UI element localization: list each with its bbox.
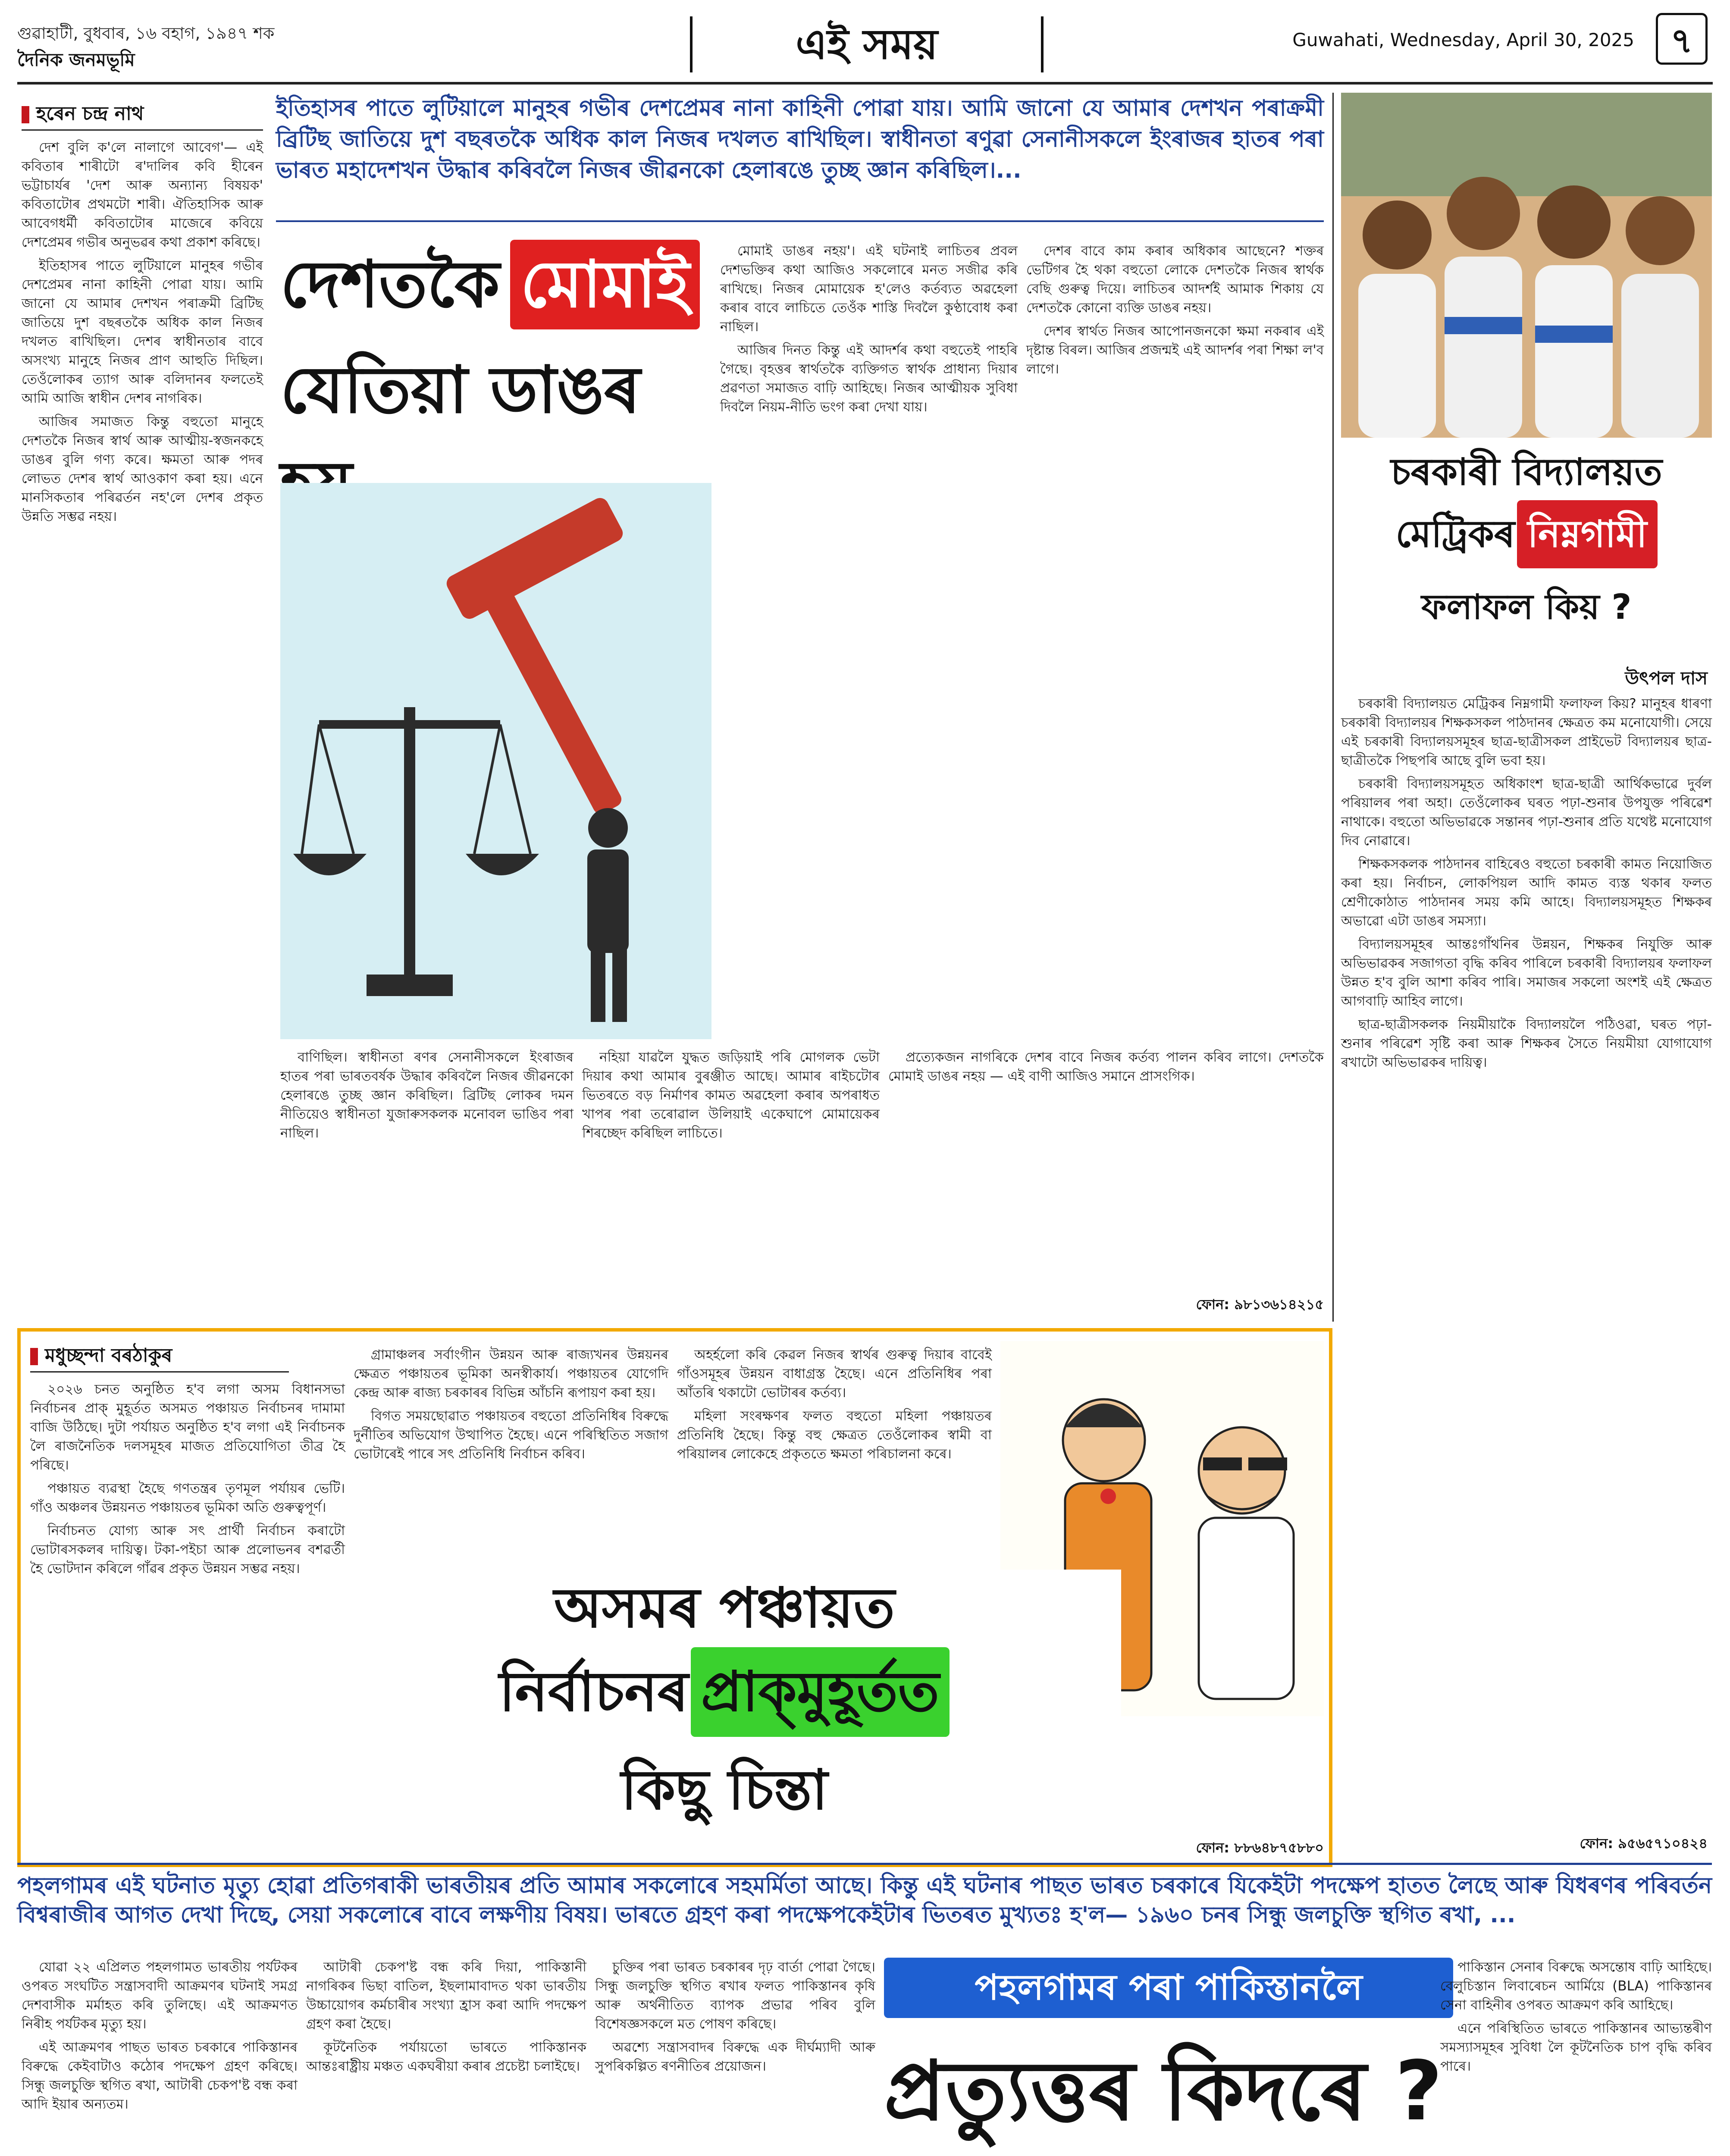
article2-paragraph: ছাত্ৰ-ছাত্ৰীসকলক নিয়মীয়াকৈ বিদ্যালয়লৈ পঠিওৱা, ঘৰত পঢ়া-শুনাৰ পৰিৱেশ সৃষ্টি কৰা আৰু শিক্ষকৰ সৈতে নিয়মীয়া যোগাযোগ ৰখাটো অভিভাৱকৰ দায়িত্ব। xyxy=(1341,1017,1712,1070)
article4-paragraph: কূটনৈতিক পৰ্যায়তো ভাৰতে পাকিস্তানক আন্তঃৰাষ্ট্ৰীয় মঞ্চত একঘৰীয়া কৰাৰ প্ৰচেষ্টা চলাইছে। xyxy=(306,2040,586,2074)
bullet-icon xyxy=(22,106,29,123)
bullet-icon xyxy=(30,1348,38,1365)
article4-headline-line2: প্ৰত্যুত্তৰ কিদৰে ? xyxy=(884,2043,1443,2139)
article3-phone: ফোন: ৮৮৬৪৮৭৫৮৮০ xyxy=(1196,1839,1324,1856)
article2-phone: ফোন: ৯৫৬৫৭১০৪২৪ xyxy=(1580,1835,1708,1852)
article1-author xyxy=(22,99,263,129)
scales-gavel-icon xyxy=(280,483,711,1039)
article2-headline-line1: চৰকাৰী বিদ্যালয়ত xyxy=(1391,451,1662,494)
article2-headline-part2: মেট্ৰিকৰ xyxy=(1395,513,1515,556)
article1-author-rule xyxy=(22,129,263,131)
article4-body-col2 xyxy=(306,1958,586,2156)
article4-paragraph: অৱশ্যে সন্ত্ৰাসবাদৰ বিৰুদ্ধে এক দীৰ্ঘম্যাদী আৰু সুপৰিকল্পিত ৰণনীতিৰ প্ৰয়োজন। xyxy=(595,2040,875,2074)
article3-headline-part2: নিৰ্বাচনৰ xyxy=(499,1660,689,1724)
justice-illustration xyxy=(280,483,711,1039)
article3-headline-line1: অসমৰ পঞ্চায়ত xyxy=(554,1576,895,1640)
article1-intro: ইতিহাসৰ পাতে লুটিয়ালে মানুহৰ গভীৰ দেশপ্ৰেমৰ নানা কাহিনী পোৱা যায়। আমি জানো যে আমাৰ দেশখন পৰাক্ৰমী ব্ৰিটিছ জাতিয়ে দুশ বছৰতকৈ অধিক কাল নিজৰ দখলত ৰাখিছিল। স্বাধীনতা ৰণুৱা সেনানীসকলে ইংৰাজৰ হাতৰ পৰা ভাৰত মহাদেশখন উদ্ধাৰ কৰিবলৈ নিজৰ জীৱনকো হেলাৰঙে তুচ্ছ জ্ঞান কৰিছিল।... xyxy=(276,93,1324,222)
article1-paragraph: দেশ বুলি ক'লে নালাগে আবেগ'— এই কবিতাৰ শাৰীটো ৰ'দালিৰ কবি হীৰেন ভট্টাচাৰ্যৰ 'দেশ আৰু অন্যান্য বিষয়ক' কবিতাটোৰ প্ৰথমটো শাৰী। ঐতিহাসিক আৰু আবেগধৰ্মী কবিতাটোৰ মাজেৰে কবিয়ে দেশপ্ৰেমৰ গভীৰ অনুভৱৰ কথা প্ৰকাশ কৰিছে। xyxy=(22,140,263,250)
article3-author xyxy=(30,1341,289,1371)
header-date-right: Guwahati, Wednesday, April 30, 2025 xyxy=(1292,29,1634,50)
column-divider xyxy=(1332,93,1334,1322)
article4-headline-line1: পহলগামৰ পৰা পাকিস্তানলৈ xyxy=(884,1958,1453,2018)
article1-phone: ফোন: ৯৮১৩৬১৪২১৫ xyxy=(1196,1296,1324,1313)
article2-body xyxy=(1341,694,1712,1828)
header-date-left: গুৱাহাটী, বুধবাৰ, ১৬ বহাগ, ১৯৪৭ শক xyxy=(17,24,275,43)
article1-lower-col1 xyxy=(280,1048,574,1315)
article3-author-name: মধুচ্ছন্দা বৰঠাকুৰ xyxy=(45,1344,172,1366)
article4-paragraph: চুক্তিৰ পৰা ভাৰত চৰকাৰৰ দৃঢ় বাৰ্তা পোৱা গৈছে। সিন্ধু জলচুক্তি স্থগিত ৰখাৰ ফলত পাকিস্তানৰ কৃষি আৰু অৰ্থনীতিত ব্যাপক প্ৰভাৱ পৰিব বুলি বিশেষজ্ঞসকলে মত পোষণ কৰিছে। xyxy=(595,1959,875,2032)
article4-paragraph: এই আক্ৰমণৰ পাছত ভাৰত চৰকাৰে পাকিস্তানৰ বিৰুদ্ধে কেইবাটাও কঠোৰ পদক্ষেপ গ্ৰহণ কৰিছে। সিন্ধু জলচুক্তি স্থগিত ৰখা, আটাৰী চেকপ'ষ্ট বন্ধ কৰা আদি ইয়াৰ অন্যতম। xyxy=(22,2040,298,2112)
article2-author: উৎপল দাস xyxy=(1625,667,1708,689)
students-photo-icon xyxy=(1341,93,1712,438)
article1-paragraph: প্ৰত্যেকজন নাগৰিকে দেশৰ বাবে নিজৰ কৰ্তব্য পালন কৰিব লাগে। দেশতকৈ মোমাই ডাঙৰ নহয় — এই বাণী আজিও সমানে প্ৰাসংগিক। xyxy=(888,1050,1324,1084)
article4-intro: পহলগামৰ এই ঘটনাত মৃত্যু হোৱা প্ৰতিগৰাকী ভাৰতীয়ৰ প্ৰতি আমাৰ সকলোৰে সহমৰ্মিতা আছে। কিন্তু এই ঘটনাৰ পাছত ভাৰত চৰকাৰে যিকেইটা পদক্ষেপ হাতত লৈছে আৰু যিধৰণৰ পৰিবৰ্তন বিশ্বৰাজীৰ আগত দেখা দিছে, সেয়া সকলোৰে বাবে লক্ষণীয় বিষয়। ভাৰতে গ্ৰহণ কৰা পদক্ষেপকেইটাৰ ভিতৰত মুখ্যতঃ হ'ল— ১৯৬০ চনৰ সিন্ধু জলচুক্তি স্থগিত ৰখা, ... xyxy=(17,1863,1712,1945)
article1-headline-part1: দেশতকৈ xyxy=(280,247,500,322)
article4-body-col3 xyxy=(595,1958,875,2156)
article3-paragraph: গ্ৰামাঞ্চলৰ সৰ্বাংগীন উন্নয়ন আৰু ৰাজ্যখনৰ উন্নয়নৰ ক্ষেত্ৰত পঞ্চায়তৰ ভূমিকা অনস্বীকাৰ্য। পঞ্চায়তৰ যোগেদি কেন্দ্ৰ আৰু ৰাজ্য চৰকাৰৰ বিভিন্ন আঁচনি ৰূপায়ণ কৰা হয়। xyxy=(354,1347,668,1401)
article3-paragraph: অহৰ্হলো কৰি কেৱল নিজৰ স্বাৰ্থৰ গুৰুত্ব দিয়াৰ বাবেই গাঁওসমূহৰ উন্নয়ন বাধাগ্ৰস্ত হৈছে। এনে প্ৰতিনিধিৰ পৰা আঁতৰি থকাটো ভোটাৰৰ কৰ্তব্য। xyxy=(677,1347,992,1401)
article3-headline-highlight: প্ৰাক্‌মুহূৰ্তত xyxy=(691,1647,950,1737)
article1-paragraph: দেশৰ স্বাৰ্থত নিজৰ আপোনজনকো ক্ষমা নকৰাৰ এই দৃষ্টান্ত বিৰল। আজিৰ প্ৰজন্মই এই আদৰ্শৰ পৰা শিক্ষা ল'ব লাগে। xyxy=(1026,323,1324,377)
article1-paragraph: নহিয়া যাৱলৈ যুদ্ধত জড়িয়াই পৰি মোগলক ভেটা দিয়াৰ কথা আমাৰ বুৰঞ্জীত আছে। আমাৰ ৰাইচটোৰ ভিতৰতে বড় নিৰ্মাণৰ কামত অৱহেলা কৰাৰ অপৰাধত খাপৰ পৰা তৰোৱাল উলিয়াই একেঘাপে মোমায়েকৰ শিৰচ্ছেদ কৰিছিল লাচিতে। xyxy=(582,1050,880,1141)
article2-paragraph: চৰকাৰী বিদ্যালয়ত মেট্ৰিকৰ নিম্নগামী ফলাফল কিয়? মানুহৰ ধাৰণা চৰকাৰী বিদ্যালয়ৰ শিক্ষকসকল পাঠদানৰ ক্ষেত্ৰত কম মনোযোগী। সেয়ে এই চৰকাৰী বিদ্যালয়সমূহৰ ছাত্ৰ-ছাত্ৰীসকল প্ৰাইভেট বিদ্যালয়ৰ ছাত্ৰ-ছাত্ৰীতকৈ পিছপৰি আছে বুলি ভবা হয়। xyxy=(1341,696,1712,768)
masthead xyxy=(17,9,1713,82)
article2-paragraph: চৰকাৰী বিদ্যালয়সমূহত অধিকাংশ ছাত্ৰ-ছাত্ৰী আৰ্থিকভাৱে দুৰ্বল পৰিয়ালৰ পৰা অহা। তেওঁলোকৰ ঘৰত পঢ়া-শুনাৰ উপযুক্ত পৰিৱেশ নাথাকে। বহুতো অভিভাৱকে সন্তানৰ পঢ়া-শুনাৰ প্ৰতি যথেষ্ট মনোযোগ দিব নোৱাৰে। xyxy=(1341,776,1712,849)
article1-paragraph: দেশৰ বাবে কাম কৰাৰ অধিকাৰ আছেনে? শক্তৰ ভেটিগৰ হৈ থকা বহুতো লোকে দেশতকৈ নিজৰ স্বাৰ্থক বেছি গুৰুত্ব দিয়ে। লাচিতৰ আদৰ্শই আমাক শিকায় যে দেশতকৈ কোনো ব্যক্তি ডাঙৰ নহয়। xyxy=(1026,243,1324,316)
article3-paragraph: বিগত সময়ছোৱাত পঞ্চায়তৰ বহুতো প্ৰতিনিধিৰ বিৰুদ্ধে দুৰ্নীতিৰ অভিযোগ উত্থাপিত হৈছে। এনে পৰিস্থিতিত সজাগ ভোটাৰেই পাৰে সৎ প্ৰতিনিধি নিৰ্বাচন কৰিব। xyxy=(354,1408,668,1462)
article3-body-col1 xyxy=(30,1380,345,1884)
article1-paragraph: মোমাই ডাঙৰ নহয়'। এই ঘটনাই লাচিতৰ প্ৰবল দেশভক্তিৰ কথা আজিও সকলোৰে মনত সজীৱ কৰি ৰাখিছে। নিজৰ মোমায়েক হ'লেও কৰ্তব্যত অৱহেলা কৰাৰ বাবে লাচিতে তেওঁক শাস্তি দিবলৈ কুণ্ঠাবোধ কৰা নাছিল। xyxy=(720,243,1018,335)
students-photo xyxy=(1341,93,1712,438)
article1-headline-line2: যেতিয়া ডাঙৰ xyxy=(280,353,641,428)
article1-lower-col2 xyxy=(582,1048,880,1315)
article2-headline-line3: ফলাফল কিয় ? xyxy=(1421,587,1632,627)
article2-headline-highlight: নিম্নগামী xyxy=(1517,500,1657,568)
article2-paragraph: শিক্ষকসকলক পাঠদানৰ বাহিৰেও বহুতো চৰকাৰী কামত নিয়োজিত কৰা হয়। নিৰ্বাচন, লোকপিয়ল আদি কামত ব্যস্ত থকাৰ ফলত শ্ৰেণীকোঠাত পাঠদানৰ সময় কমি আহে। বিদ্যালয়সমূহত শিক্ষকৰ অভাৱো এটা ডাঙৰ সমস্যা। xyxy=(1341,856,1712,929)
article2-paragraph: বিদ্যালয়সমূহৰ আন্তঃগাঁথনিৰ উন্নয়ন, শিক্ষকৰ নিযুক্তি আৰু অভিভাৱকৰ সজাগতা বৃদ্ধি কৰিব পাৰিলে চৰকাৰী বিদ্যালয়ৰ ফলাফল উন্নত হ'ব বুলি আশা কৰিব পাৰি। সমাজৰ সকলো অংশই এই ক্ষেত্ৰত আগবাঢ়ি আহিব লাগে। xyxy=(1341,937,1712,1009)
article4-paragraph: যোৱা ২২ এপ্ৰিলত পহলগামত ভাৰতীয় পৰ্যটকৰ ওপৰত সংঘটিত সন্ত্ৰাসবাদী আক্ৰমণৰ ঘটনাই সমগ্ৰ দেশবাসীক মৰ্মাহত কৰি তুলিছে। এই আক্ৰমণত নিৰীহ পৰ্যটকৰ মৃত্যু হয়। xyxy=(22,1959,298,2032)
header-rule xyxy=(17,82,1713,85)
article1-body-col3 xyxy=(1026,241,1324,1039)
article3-headline-line3: কিছু চিন্তা xyxy=(621,1758,828,1822)
article3-author-rule xyxy=(30,1371,289,1373)
section-title: এই সময় xyxy=(690,16,1044,72)
article4-body-col1 xyxy=(22,1958,298,2156)
article4-paragraph: এনে পৰিস্থিতিত ভাৰতে পাকিস্তানৰ আভ্যন্তৰীণ সমস্যাসমূহৰ সুবিধা লৈ কূটনৈতিক চাপ বৃদ্ধি কৰিব পাৰে। xyxy=(1440,2021,1712,2074)
article3-paragraph: মহিলা সংৰক্ষণৰ ফলত বহুতো মহিলা পঞ্চায়তৰ প্ৰতিনিধি হৈছে। কিন্তু বহু ক্ষেত্ৰত তেওঁলোকৰ স্বামী বা পৰিয়ালৰ লোকেহে প্ৰকৃততে ক্ষমতা পৰিচালনা কৰে। xyxy=(677,1408,992,1462)
article3-paragraph: ২০২৬ চনত অনুষ্ঠিত হ'ব লগা অসম বিধানসভা নিৰ্বাচনৰ প্ৰাক্ মুহূৰ্তত অসমত পঞ্চায়ত নিৰ্বাচনৰ দামামা বাজি উঠিছে। দুটা পৰ্যায়ত অনুষ্ঠিত হ'ব লগা এই নিৰ্বাচনক লৈ ৰাজনৈতিক দলসমূহৰ মাজত প্ৰতিযোগিতা তীব্ৰ হৈ পৰিছে। xyxy=(30,1382,345,1473)
article2-headline xyxy=(1341,444,1712,668)
header-paper-name: দৈনিক জনমভূমি xyxy=(17,49,135,70)
article1-body-col1 xyxy=(22,138,263,1324)
article1-headline-highlight: মোমাই xyxy=(510,240,700,329)
article1-author-name: হৰেন চন্দ্ৰ নাথ xyxy=(36,103,144,125)
article1-paragraph: আজিৰ দিনত কিন্তু এই আদৰ্শৰ কথা বহুতেই পাহৰি গৈছে। বৃহত্তৰ স্বাৰ্থতকৈ ব্যক্তিগত স্বাৰ্থক প্ৰাধান্য দিয়াৰ প্ৰৱণতা সমাজত বাঢ়ি আহিছে। নিজৰ আত্মীয়ক সুবিধা দিবলৈ নিয়ম-নীতি ভংগ কৰা দেখা যায়। xyxy=(720,342,1018,415)
article1-paragraph: ইতিহাসৰ পাতে লুটিয়ালে মানুহৰ গভীৰ দেশপ্ৰেমৰ নানা কাহিনী পোৱা যায়। আমি জানো যে আমাৰ দেশখন পৰাক্ৰমী ব্ৰিটিছ জাতিয়ে দুশ বছৰতকৈ অধিক কাল নিজৰ দখলত ৰাখিছিল। দেশৰ স্বাধীনতাৰ বাবে অসংখ্য মানুহে নিজৰ প্ৰাণ আহুতি দিছিল। তেওঁলোকৰ ত্যাগ আৰু বলিদানৰ ফলতেই আমি আজি স্বাধীন দেশৰ নাগৰিক। xyxy=(22,258,263,406)
page-number: ৭ xyxy=(1656,13,1708,65)
article1-headline xyxy=(280,235,711,476)
article4-paragraph: পাকিস্তান সেনাৰ বিৰুদ্ধে অসন্তোষ বাঢ়ি আহিছে। বেলুচিস্তান লিবাৰেচন আৰ্মিয়ে (BLA) পাকিস্তানৰ সেনা বাহিনীৰ ওপৰত আক্ৰমণ কৰি আহিছে। xyxy=(1440,1959,1712,2013)
article4-body-col6 xyxy=(1440,1958,1712,2156)
article3-paragraph: পঞ্চায়ত ব্যৱস্থা হৈছে গণতন্ত্ৰৰ তৃণমূল পৰ্যায়ৰ ভেটি। গাঁও অঞ্চলৰ উন্নয়নত পঞ্চায়তৰ ভূমিকা অতি গুৰুত্বপূৰ্ণ। xyxy=(30,1481,345,1515)
article3-paragraph: নিৰ্বাচনত যোগ্য আৰু সৎ প্ৰাৰ্থী নিৰ্বাচন কৰাটো ভোটাৰসকলৰ দায়িত্ব। টকা-পইচা আৰু প্ৰলোভনৰ বশৱৰ্তী হৈ ভোটদান কৰিলে গাঁৱৰ প্ৰকৃত উন্নয়ন সম্ভৱ নহয়। xyxy=(30,1523,345,1576)
article1-paragraph: আজিৰ সমাজত কিন্তু বহুতো মানুহে দেশতকৈ নিজৰ স্বাৰ্থ আৰু আত্মীয়-স্বজনকহে ডাঙৰ বুলি গণ্য কৰে। ক্ষমতা আৰু পদৰ লোভত দেশৰ স্বাৰ্থ আওকাণ কৰা হয়। এনে মানসিকতাৰ পৰিৱৰ্তন নহ'লে দেশৰ প্ৰকৃত উন্নতি সম্ভৱ নহয়। xyxy=(22,414,263,524)
article3-headline xyxy=(328,1570,1121,1820)
article4-paragraph: আটাৰী চেকপ'ষ্ট বন্ধ কৰি দিয়া, পাকিস্তানী নাগৰিকৰ ভিছা বাতিল, ইছলামাবাদত থকা ভাৰতীয় উচ্চায়োগৰ কৰ্মচাৰীৰ সংখ্যা হ্ৰাস কৰা আদি পদক্ষেপ গ্ৰহণ কৰা হৈছে। xyxy=(306,1959,586,2032)
article1-body-col2 xyxy=(720,241,1018,1039)
article1-lower-col3 xyxy=(888,1048,1324,1289)
article1-paragraph: বাণিছিল। স্বাধীনতা ৰণৰ সেনানীসকলে ইংৰাজৰ হাতৰ পৰা ভাৰতবৰ্ষক উদ্ধাৰ কৰিবলৈ নিজৰ জীৱনকো হেলাৰঙে তুচ্ছ জ্ঞান কৰিছিল। ব্ৰিটিছ লোকৰ দমন নীতিয়েও স্বাধীনতা যুজাৰুসকলক মনোবল ভাঙিব পৰা নাছিল। xyxy=(280,1050,574,1141)
